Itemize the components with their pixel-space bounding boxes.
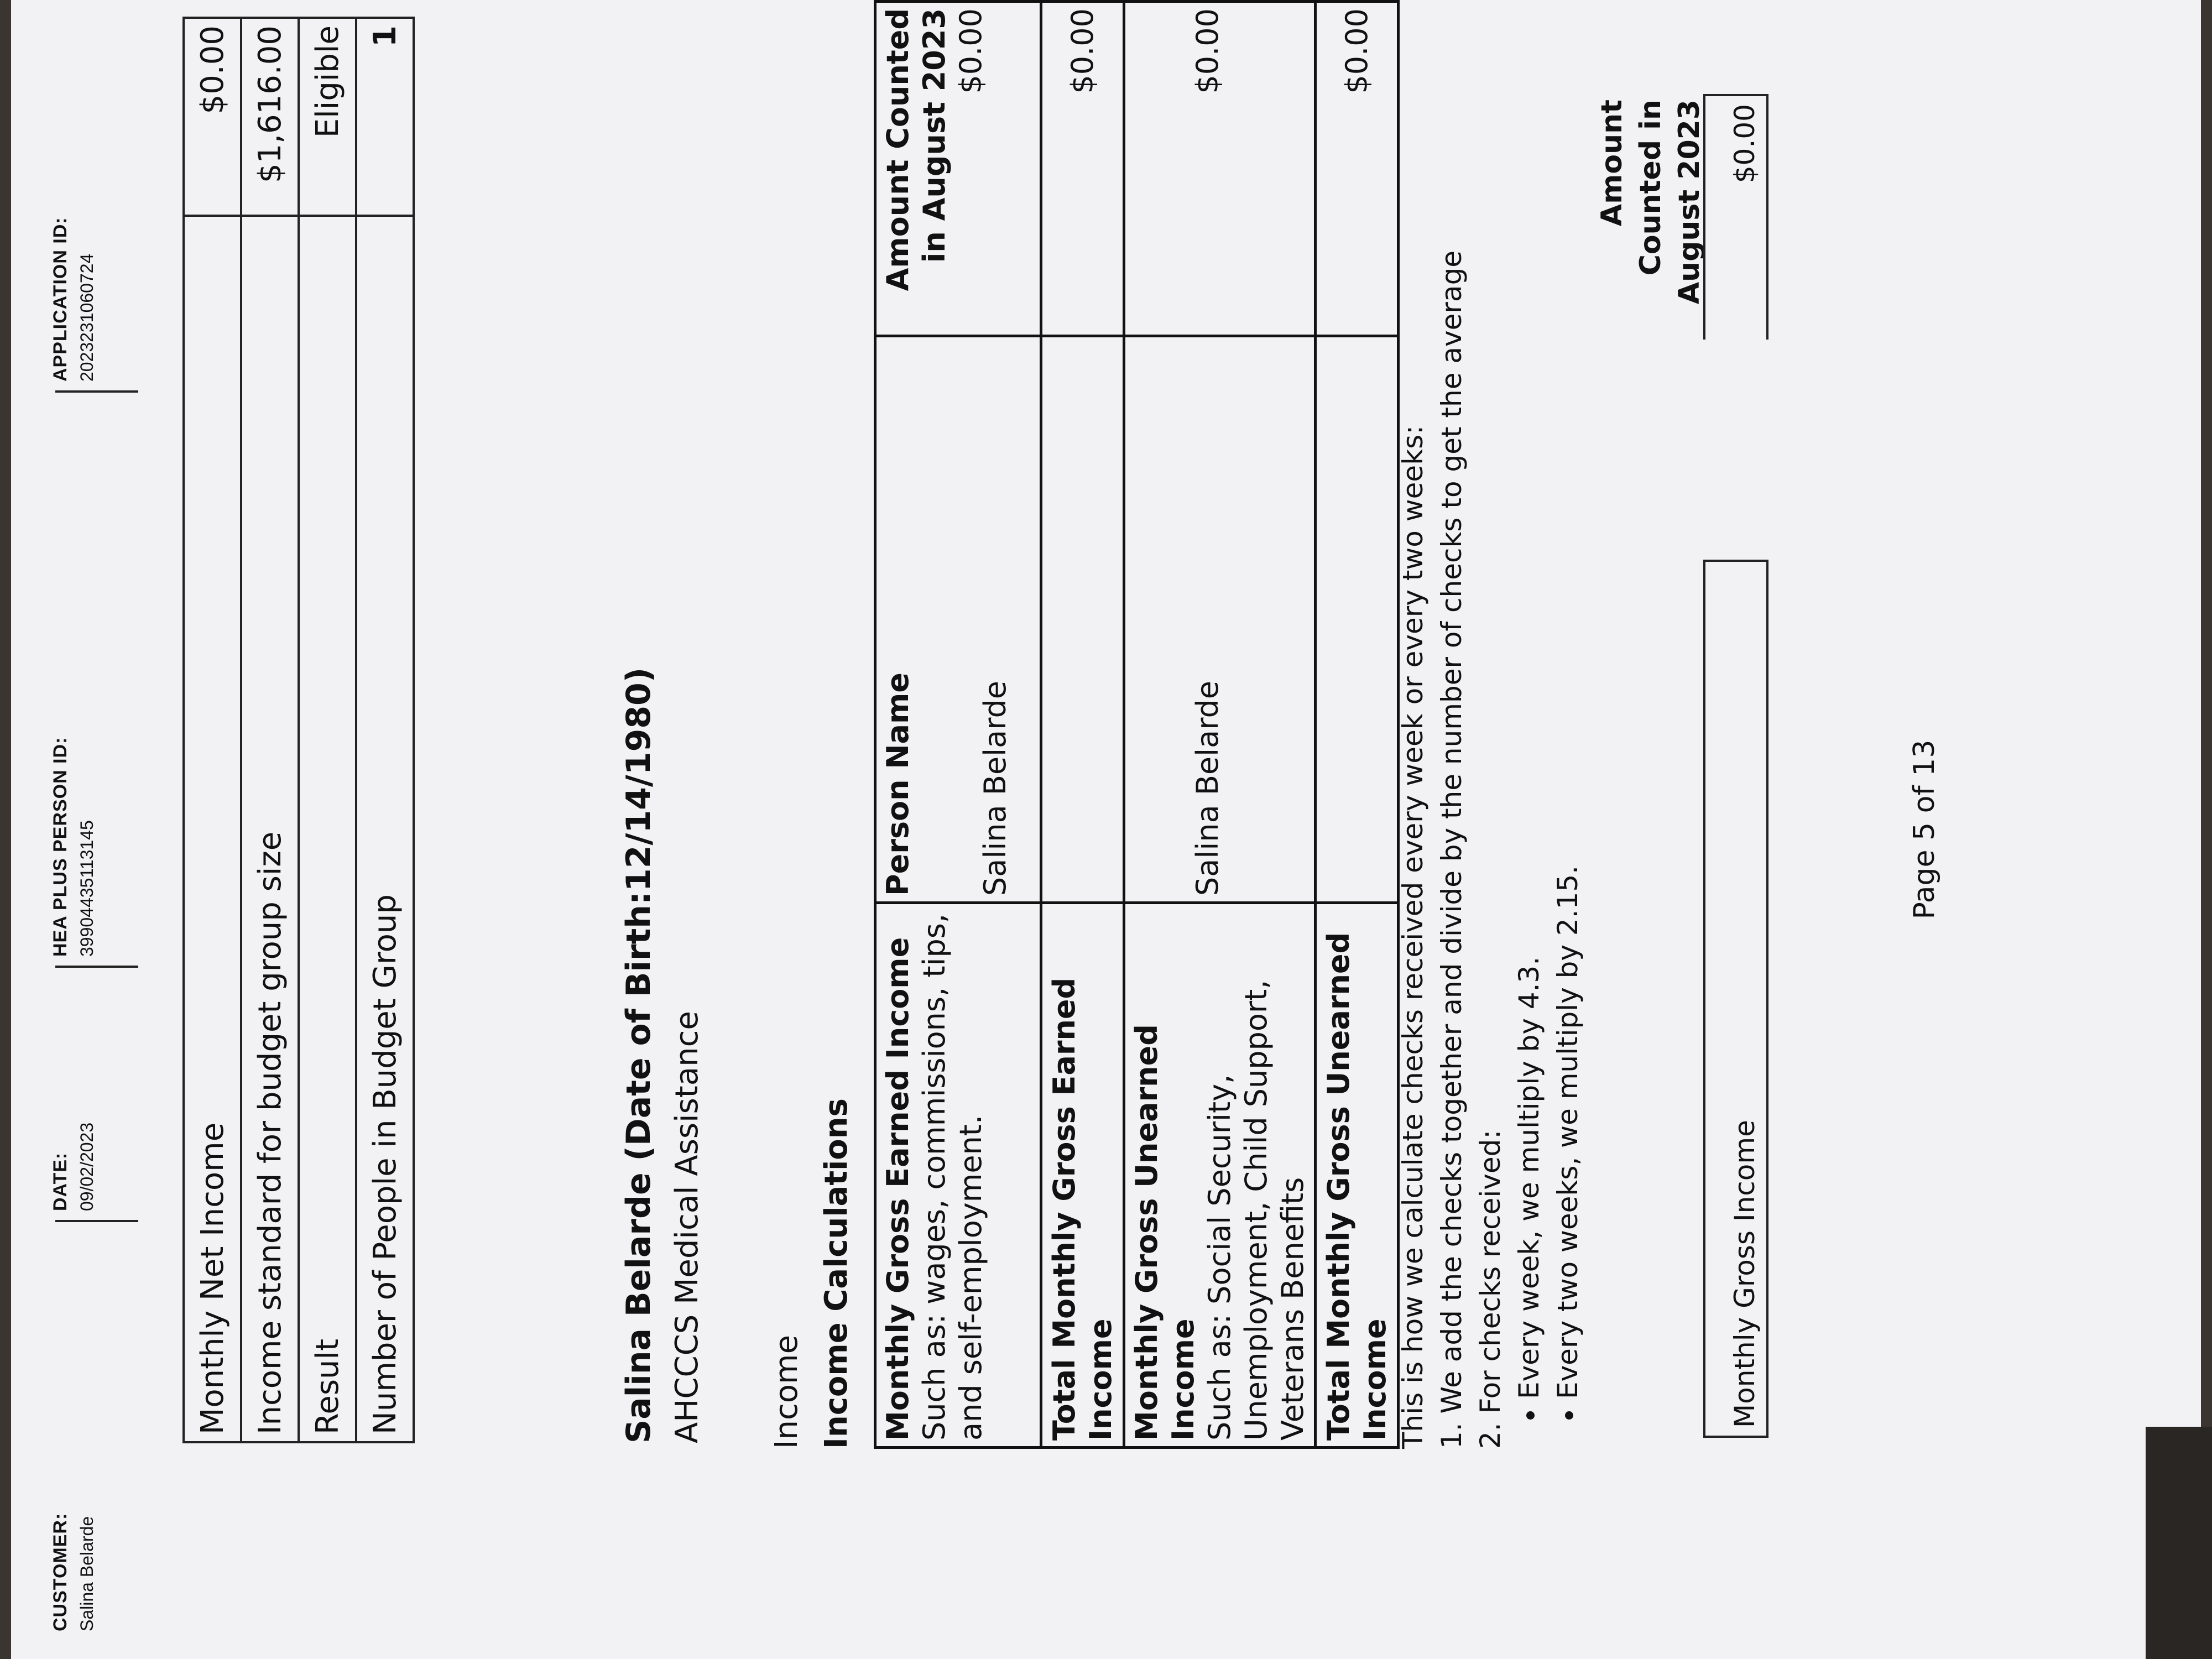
person-cell [875,336,1041,903]
person-name-header: Person Name [880,672,915,896]
unearned-person-name: Salina Belarde [1190,681,1225,896]
total-unearned-amount: $0.00 [1316,2,1399,336]
header-divider [55,390,138,393]
table-row [1124,2,1316,1448]
total-earned-label: Total Monthly Gross Earned Income [1041,903,1124,1448]
calculation-explanation [1394,232,1587,1449]
explanation-intro: This is how we calculate checks received every week or every two weeks: [1397,425,1429,1449]
monthly-gross-income-summary [1595,0,1767,1438]
table-row [1316,2,1399,1448]
budget-label: Number of People in Budget Group [356,216,414,1442]
amount-header: Amount Counted in August 2023 [880,8,952,291]
document-header [44,11,160,1648]
empty-cell [1316,336,1399,903]
list-item: • Every week, we multiply by 4.3. [1510,232,1548,1399]
income-calculations-heading: Income Calculations [818,1098,854,1449]
application-id-field [50,217,97,382]
unearned-income-title: Monthly Gross Unearned Income [1129,1024,1201,1441]
earned-person-name: Salina Belarde [977,681,1013,896]
person-id-value: 3990443511314​5 [77,820,97,957]
unearned-amount-cell [1124,2,1316,336]
table-row [184,18,241,1442]
date-label: DATE: [50,1152,71,1211]
empty-cell [1041,336,1124,903]
unearned-income-cell [1124,903,1316,1448]
earned-income-title: Monthly Gross Earned Income [880,937,915,1441]
person-id-label: HEA PLUS PERSON ID: [50,737,71,957]
total-unearned-label: Total Monthly Gross Unearned Income [1316,903,1399,1448]
explanation-step-1: 1. We add the checks together and divide by the number of checks to get the average [1436,250,1468,1449]
page-number: Page 5 of 13 [1908,739,1941,920]
monthly-gross-income-label: Monthly Gross Income [1729,1120,1761,1428]
customer-label: CUSTOMER: [50,1512,71,1631]
budget-label: Monthly Net Income [184,216,241,1442]
application-id-label: APPLICATION ID: [50,217,71,382]
date-field [50,1123,97,1211]
budget-table [182,17,415,1443]
date-value: 09/02/2023 [77,1122,97,1211]
customer-value: Salina Belarde [77,1516,97,1631]
monthly-gross-income-box [1703,560,1768,1438]
unearned-income-desc: Such as: Social Security, Unemployment, Child Support, Veterans Benefits [1202,979,1310,1441]
table-row [241,18,299,1442]
budget-value: $1,616.00 [241,18,299,216]
table-row [1041,2,1124,1448]
unearned-person-cell [1124,336,1316,903]
person-heading: Salina Belarde (Date of Birth:12/14/1980) [619,667,658,1443]
monthly-gross-income-amount: $0.00 [1729,104,1761,184]
monthly-gross-income-amount-box [1703,94,1768,340]
earned-income-cell [875,903,1041,1448]
earned-income-desc: Such as: wages, commissions, tips, and self-employment. [916,913,988,1441]
document-page [44,8,2168,1648]
header-divider [55,966,138,968]
customer-field [50,1513,97,1631]
explanation-list [1510,232,1587,1449]
table-row [356,18,414,1442]
list-item: • Every two weeks, we multiply by 2.15. [1548,232,1587,1399]
budget-value: Eligible [299,18,356,216]
amount-cell [875,2,1041,336]
budget-label: Result [299,216,356,1442]
table-row [875,2,1041,1448]
table-row [299,18,356,1442]
income-calculations-table [874,0,1400,1449]
earned-amount: $0.00 [953,8,988,94]
unearned-amount: $0.00 [1190,8,1225,94]
amount-counted-label: Amount Counted in August 2023 [1595,100,1707,305]
explanation-step-2: 2. For checks received: [1474,1129,1506,1449]
income-heading: Income [769,1334,805,1449]
application-id-value: 2023231060724 [77,253,97,382]
total-earned-amount: $0.00 [1041,2,1124,336]
budget-label: Income standard for budget group size [241,216,299,1442]
person-id-field [50,737,97,957]
program-name: AHCCCS Medical Assistance [669,1011,705,1443]
budget-value: $0.00 [184,18,241,216]
budget-value: 1 [356,18,414,216]
header-divider [55,1220,138,1222]
